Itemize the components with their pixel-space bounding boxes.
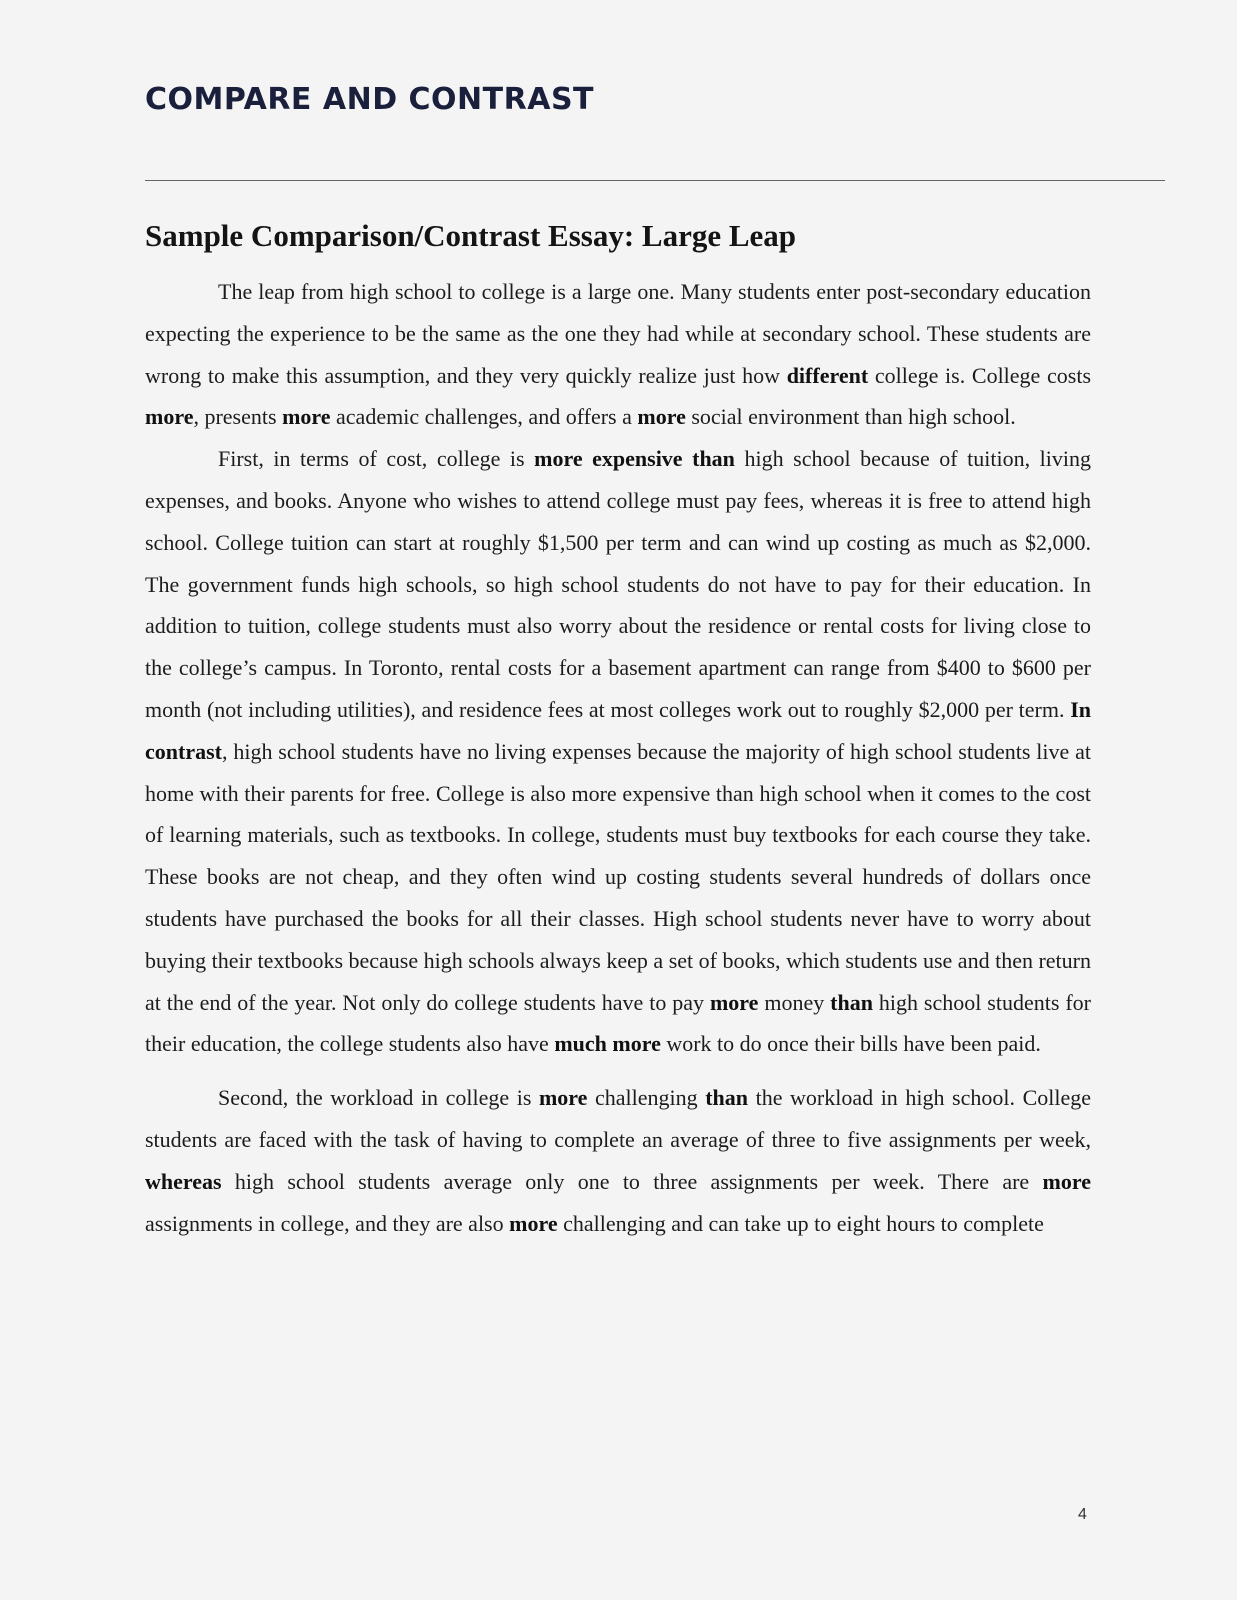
emphasized-text: different — [786, 362, 869, 388]
emphasized-text: than — [830, 989, 873, 1015]
paragraph-text: money — [758, 989, 831, 1015]
paragraph-text: high school students for their education, the college students also have — [145, 989, 1091, 1057]
document-header-title: COMPARE AND CONTRAST — [145, 82, 595, 117]
paragraph-text: , presents — [193, 404, 283, 430]
paragraph-text: work to do once their bills have been paid. — [660, 1031, 1041, 1057]
emphasized-text: than — [705, 1085, 749, 1111]
emphasized-text: whereas — [145, 1168, 222, 1194]
paragraph-text: , high school students have no living expenses because the majority of high school students live at home with their parents for free. College is also more expensive than high school when it comes to the cost of learning materials, such as textbooks. In college, students must buy textbooks for each course they take. These books are not cheap, and they often wind up costing students several hundreds of dollars once students have purchased the books for all their classes. High school students never have to worry about buying their textbooks because high schools always keep a set of books, which students use and then return at the end of the year. Not only do college students have to pay — [145, 738, 1091, 1015]
page-number: 4 — [1078, 1506, 1087, 1523]
emphasized-text: more — [282, 404, 331, 430]
emphasized-text: more — [1042, 1168, 1091, 1194]
essay-paragraph-1 — [145, 271, 1091, 438]
paragraph-text: college is. College costs — [868, 362, 1092, 388]
emphasized-text: more — [637, 404, 686, 430]
essay-body — [145, 271, 1091, 1244]
emphasized-text: more — [509, 1210, 558, 1236]
paragraph-text: challenging — [587, 1085, 706, 1111]
paragraph-text: the workload in high school. College students are faced with the task of having to complete an average of three to five assignments per week, — [145, 1085, 1091, 1152]
essay-paragraph-3 — [145, 1077, 1091, 1244]
essay-paragraph-2 — [145, 438, 1091, 1065]
emphasized-text: more — [145, 404, 194, 430]
emphasized-text: more expensive than — [534, 446, 735, 472]
essay-title: Sample Comparison/Contrast Essay: Large Leap — [145, 218, 797, 253]
paragraph-text: high school because of tuition, living expenses, and books. Anyone who wishes to attend college must pay fees, whereas it is free to attend high school. College tuition can start at roughly $1,500 per term and can wind up costing as much as $2,000. The government funds high schools, so high school students do not have to pay for their education. In addition to tuition, college students must also worry about the residence or rental costs for living close to the college’s campus. In Toronto, rental costs for a basement apartment can range from $400 to $600 per month (not including utilities), and residence fees at most colleges work out to roughly $2,000 per term. — [145, 446, 1091, 722]
header-divider — [145, 180, 1165, 181]
paragraph-text: academic challenges, and offers a — [330, 404, 638, 430]
paragraph-text: social environment than high school. — [685, 404, 1016, 430]
emphasized-text: more — [538, 1085, 588, 1111]
emphasized-text: more — [709, 989, 759, 1015]
paragraph-text: First, in terms of cost, college is — [218, 446, 535, 472]
emphasized-text: In contrast — [145, 696, 1091, 764]
paragraph-text: challenging and can take up to eight hours to complete — [557, 1210, 1044, 1236]
emphasized-text: much more — [554, 1031, 661, 1057]
paragraph-text: assignments in college, and they are also — [145, 1210, 510, 1236]
paragraph-text: Second, the workload in college is — [218, 1085, 539, 1111]
paragraph-text: high school students average only one to three assignments per week. There are — [221, 1168, 1043, 1194]
paragraph-text: The leap from high school to college is a large one. Many students enter post-secondary education expecting the experience to be the same as the one they had while at secondary school. These students are wrong to make this assumption, and they very quickly realize just how — [145, 279, 1091, 388]
